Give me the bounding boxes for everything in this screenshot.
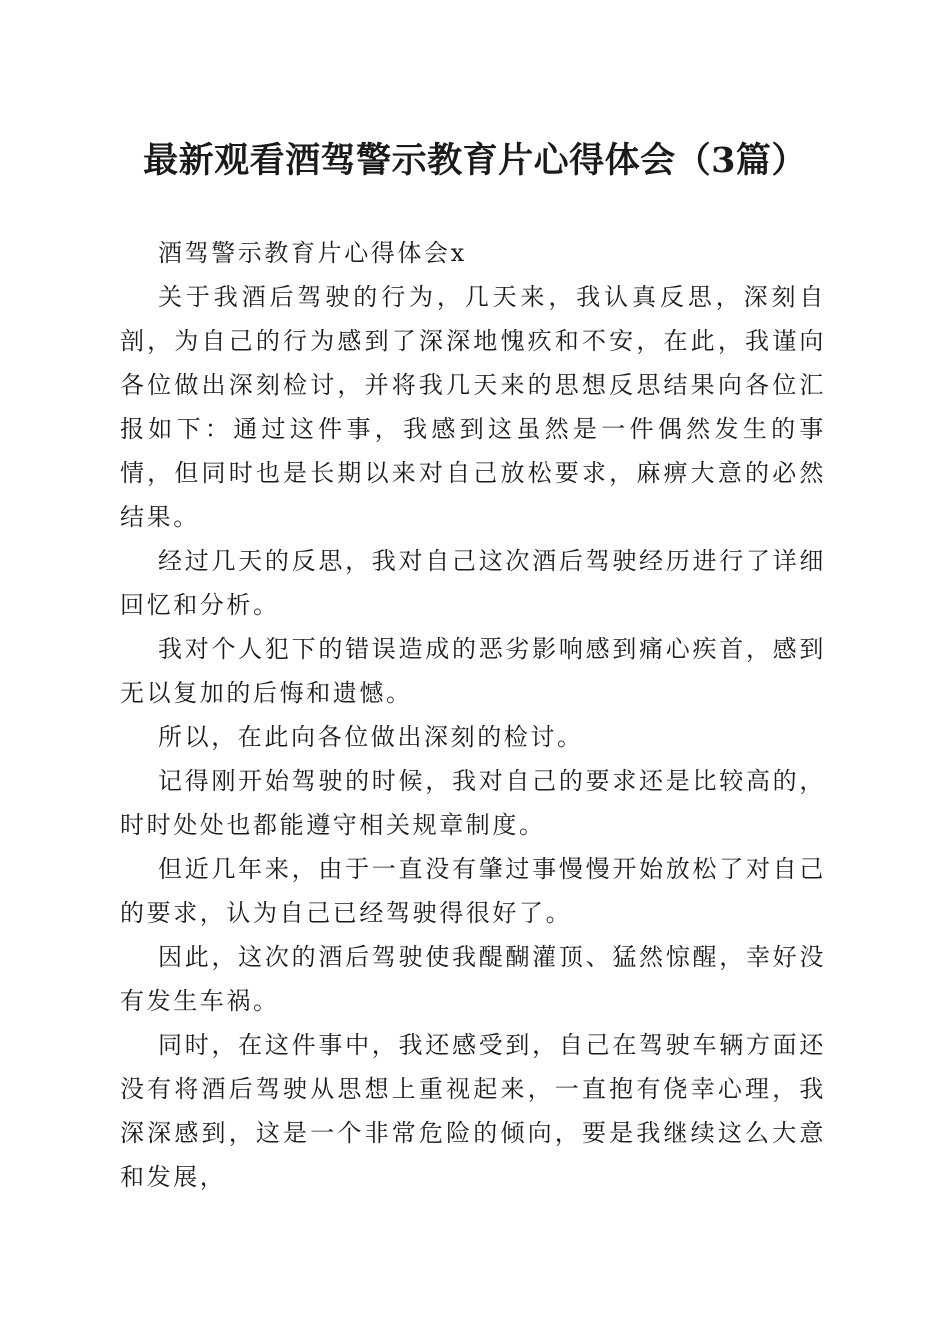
paragraph: 所以，在此向各位做出深刻的检讨。 — [158, 723, 584, 751]
paragraph: 经过几天的反思，我对自己这次酒后驾驶经历进行了详细回忆和分析。 — [120, 547, 826, 619]
paragraph-subtitle: 酒驾警示教育片心得体会x — [158, 239, 467, 267]
paragraph: 但近几年来，由于一直没有肇过事慢慢开始放松了对自己的要求，认为自己已经驾驶得很好了。 — [120, 855, 826, 927]
paragraph: 因此，这次的酒后驾驶使我醍醐灌顶、猛然惊醒，幸好没有发生车祸。 — [120, 943, 826, 1015]
document-title: 最新观看酒驾警示教育片心得体会（3篇） — [143, 140, 807, 181]
paragraph: 关于我酒后驾驶的行为，几天来，我认真反思，深刻自剖，为自己的行为感到了深深地愧疚和不安，在此，我谨向各位做出深刻检讨，并将我几天来的思想反思结果向各位汇报如下：通过这件事，我感到这虽然是一件偶然发生的事情，但同时也是长期以来对自己放松要求，麻痹大意的必然结果。 — [120, 283, 826, 531]
document-body — [120, 231, 826, 1199]
paragraph: 同时，在这件事中，我还感受到，自己在驾驶车辆方面还没有将酒后驾驶从思想上重视起来，一直抱有侥幸心理，我深深感到，这是一个非常危险的倾向，要是我继续这么大意和发展， — [120, 1031, 826, 1191]
paragraph: 我对个人犯下的错误造成的恶劣影响感到痛心疾首，感到无以复加的后悔和遗憾。 — [120, 635, 826, 707]
paragraph: 记得刚开始驾驶的时候，我对自己的要求还是比较高的，时时处处也都能遵守相关规章制度。 — [120, 767, 826, 839]
